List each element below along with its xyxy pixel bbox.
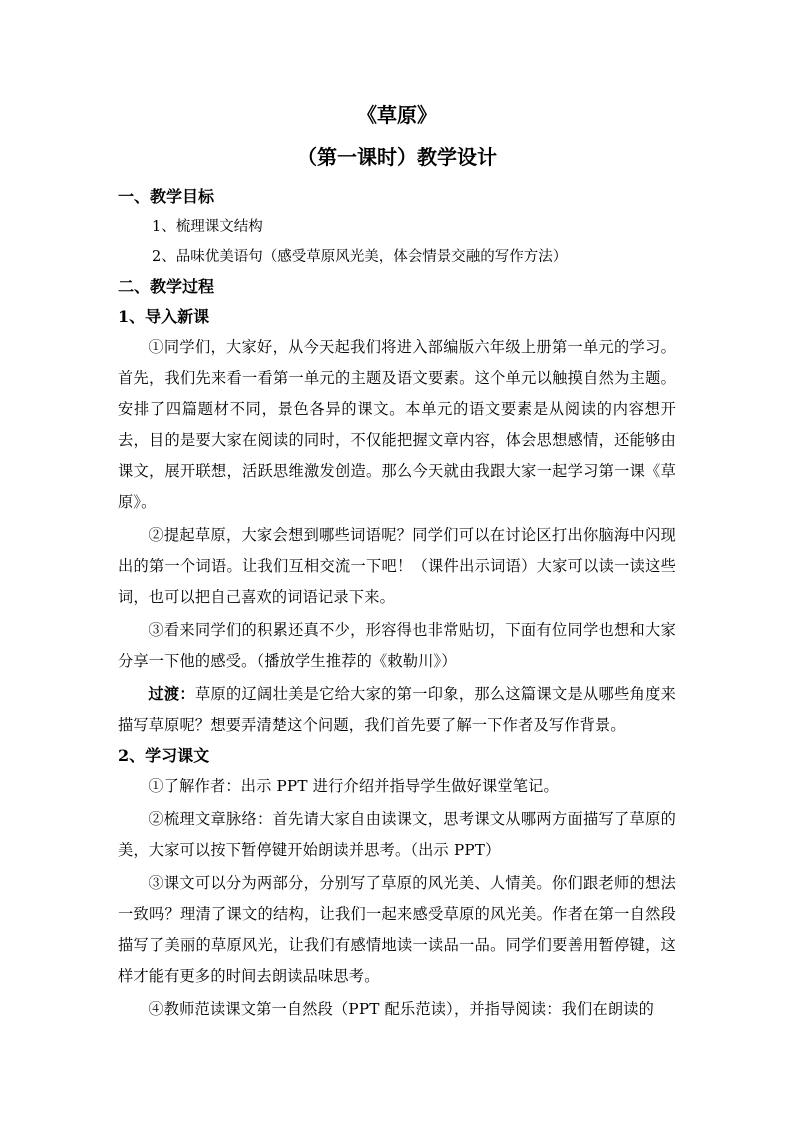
paragraph: ④教师范读课文第一自然段（PPT 配乐范读），并指导阅读：我们在朗读的 xyxy=(148,1000,654,1018)
goal-item: 1、梳理课文结构 xyxy=(152,219,263,235)
paragraph: ①同学们，大家好，从今天起我们将进入部编版六年级上册第一单元的学习。首先，我们先来看一看第一单元的主题及语文要素。这个单元以触摸自然为主题。安排了四篇题材不同，景色各异的课文。本单元的语文要素是从阅读的内容想开去，目的是要大家在阅读的同时，不仅能把握文章内容，体会思想感情，还能够由课文，展开联想，活跃思维激发创造。那么今天就由我跟大家一起学习第一课《草原》。 xyxy=(118,338,676,511)
paragraph: ①了解作者：出示 PPT 进行介绍并指导学生做好课堂笔记。 xyxy=(148,777,559,795)
transition-text: 草原的辽阔壮美是它给大家的第一印象，那么这篇课文是从哪些角度来描写草原呢？想要弄清楚这个问题，我们首先要了解一下作者及写作背景。 xyxy=(118,685,677,734)
paragraph: ③课文可以分为两部分，分别写了草原的风光美、人情美。你们跟老师的想法一致吗？理清了课文的结构，让我们一起来感受草原的风光美。作者在第一自然段描写了美丽的草原风光，让我们有感情地读一读品一品。同学们要善用暂停键，这样才能有更多的时间去朗读品味思考。 xyxy=(118,874,676,985)
section-heading-teaching-goals: 一、教学目标 xyxy=(118,187,215,206)
transition-paragraph xyxy=(118,679,676,741)
document-page xyxy=(118,100,676,1025)
document-subtitle: （第一课时）教学设计 xyxy=(297,145,497,169)
document-title: 《草原》 xyxy=(357,103,437,127)
goal-item: 2、品味优美语句（感受草原风光美，体会情景交融的写作方法） xyxy=(152,249,568,265)
paragraph: ②提起草原，大家会想到哪些词语呢？同学们可以在讨论区打出你脑海中闪现出的第一个词语。让我们互相交流一下吧！（课件出示词语）大家可以读一读这些词，也可以把自己喜欢的词语记录下来。 xyxy=(118,526,676,606)
paragraph: ③看来同学们的积累还真不少，形容得也非常贴切，下面有位同学也想和大家分享一下他的感受。（播放学生推荐的《敕勒川》） xyxy=(118,621,676,670)
transition-label: 过渡： xyxy=(148,685,195,703)
paragraph: ②梳理文章脉络：首先请大家自由读课文，思考课文从哪两方面描写了草原的美，大家可以按下暂停键开始朗读并思考。（出示 PPT） xyxy=(118,810,676,859)
subsection-heading-intro: 1、导入新课 xyxy=(118,307,210,326)
section-heading-teaching-process: 二、教学过程 xyxy=(118,277,215,296)
subsection-heading-study-text: 2、学习课文 xyxy=(118,746,210,765)
